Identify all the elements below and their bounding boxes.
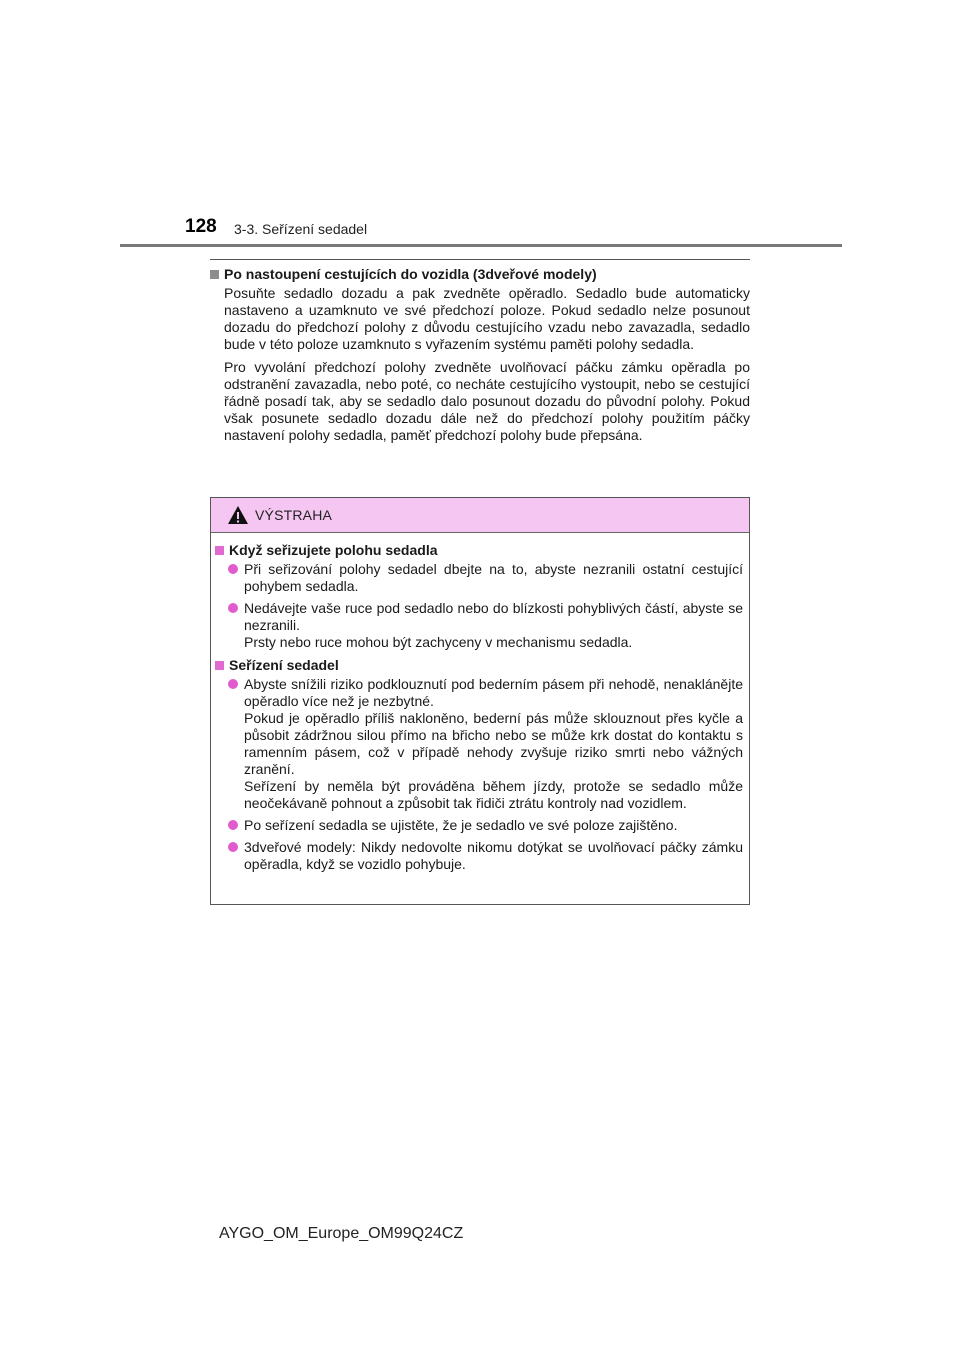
warning-header xyxy=(211,498,749,533)
bullet-line: Seřízení by neměla být prováděna během jízdy, protože se sedadlo může neočekávaně pohnout a způsobit tak řidiči ztrátu kontroly nad vozidlem. xyxy=(244,778,743,811)
page-number: 128 xyxy=(185,216,217,237)
intro-heading-text: Po nastoupení cestujících do vozidla (3dveřové modely) xyxy=(224,266,597,282)
warning-subheading-text: Seřízení sedadel xyxy=(229,657,339,673)
warning-bullet xyxy=(228,839,743,873)
warning-bullet-text xyxy=(244,561,743,595)
warning-bullet-text xyxy=(244,817,743,834)
bullet-line: Prsty nebo ruce mohou být zachyceny v mechanismu sedadla. xyxy=(244,634,633,650)
bullet-line: Nedávejte vaše ruce pod sedadlo nebo do blízkosti pohyblivých částí, abyste se nezranili. xyxy=(244,600,743,633)
warning-subheading xyxy=(215,542,743,559)
warning-triangle-icon xyxy=(227,505,249,525)
warning-box xyxy=(210,497,750,905)
warning-subheading xyxy=(215,657,743,674)
document-code-footer: AYGO_OM_Europe_OM99Q24CZ xyxy=(219,1225,464,1242)
intro-section xyxy=(210,266,750,444)
round-bullet-icon xyxy=(228,564,238,574)
square-bullet-icon xyxy=(215,661,224,670)
header-divider xyxy=(120,244,842,247)
warning-bullet-text xyxy=(244,676,743,812)
warning-title: VÝSTRAHA xyxy=(255,507,333,523)
warning-body xyxy=(211,533,749,873)
warning-bullet-text xyxy=(244,600,743,651)
warning-bullet xyxy=(228,561,743,595)
bullet-line: Po seřízení sedadla se ujistěte, že je sedadlo ve své poloze zajištěno. xyxy=(244,817,678,833)
warning-bullet-text xyxy=(244,839,743,873)
intro-paragraph: Posuňte sedadlo dozadu a pak zvedněte opěradlo. Sedadlo bude automaticky nastaveno a uzamknuto ve své předchozí poloze. Pokud sedadlo nelze posunout dozadu do předchozí polohy z důvodu cestujícího vzadu nebo zavazadla, sedadlo bude v této poloze uzamknuto s vyřazením systému paměti polohy sedadla. xyxy=(224,285,750,352)
square-bullet-icon xyxy=(215,546,224,555)
content-divider xyxy=(210,259,750,260)
section-title: 3-3. Seřízení sedadel xyxy=(234,221,368,237)
bullet-line: Abyste snížili riziko podklouznutí pod bederním pásem při nehodě, nenaklánějte opěradlo více než je nezbytné. xyxy=(244,676,743,709)
bullet-line: 3dveřové modely: Nikdy nedovolte nikomu dotýkat se uvolňovací páčky zámku opěradla, když se vozidlo pohybuje. xyxy=(244,839,743,872)
intro-paragraph: Pro vyvolání předchozí polohy zvedněte uvolňovací páčku zámku opěradla po odstranění zavazadla, nebo poté, co necháte cestujícího vystoupit, nebo se cestující řádně posadí tak, aby se sedadlo dalo posunout dozadu do původní polohy. Pokud však posunete sedadlo dozadu dále než do předchozí polohy použitím páčky nastavení polohy sedadla, paměť předchozí polohy bude přepsána. xyxy=(224,359,750,443)
bullet-line: Pokud je opěradlo příliš nakloněno, bederní pás může sklouznout přes kyčle a působit zádržnou silou přímo na břicho nebo se může krk dostat do kontaktu s ramenním pásem, což v případě nehody zvyšuje riziko smrti nebo vážných zranění. xyxy=(244,710,743,777)
round-bullet-icon xyxy=(228,603,238,613)
warning-subheading-text: Když seřizujete polohu sedadla xyxy=(229,542,438,558)
round-bullet-icon xyxy=(228,679,238,689)
warning-bullet xyxy=(228,817,743,834)
warning-bullet xyxy=(228,676,743,812)
round-bullet-icon xyxy=(228,820,238,830)
intro-heading xyxy=(210,266,750,283)
bullet-line: Při seřizování polohy sedadel dbejte na to, abyste nezranili ostatní cestující pohybem sedadla. xyxy=(244,561,743,594)
round-bullet-icon xyxy=(228,842,238,852)
warning-bullet xyxy=(228,600,743,651)
square-bullet-icon xyxy=(210,270,219,279)
